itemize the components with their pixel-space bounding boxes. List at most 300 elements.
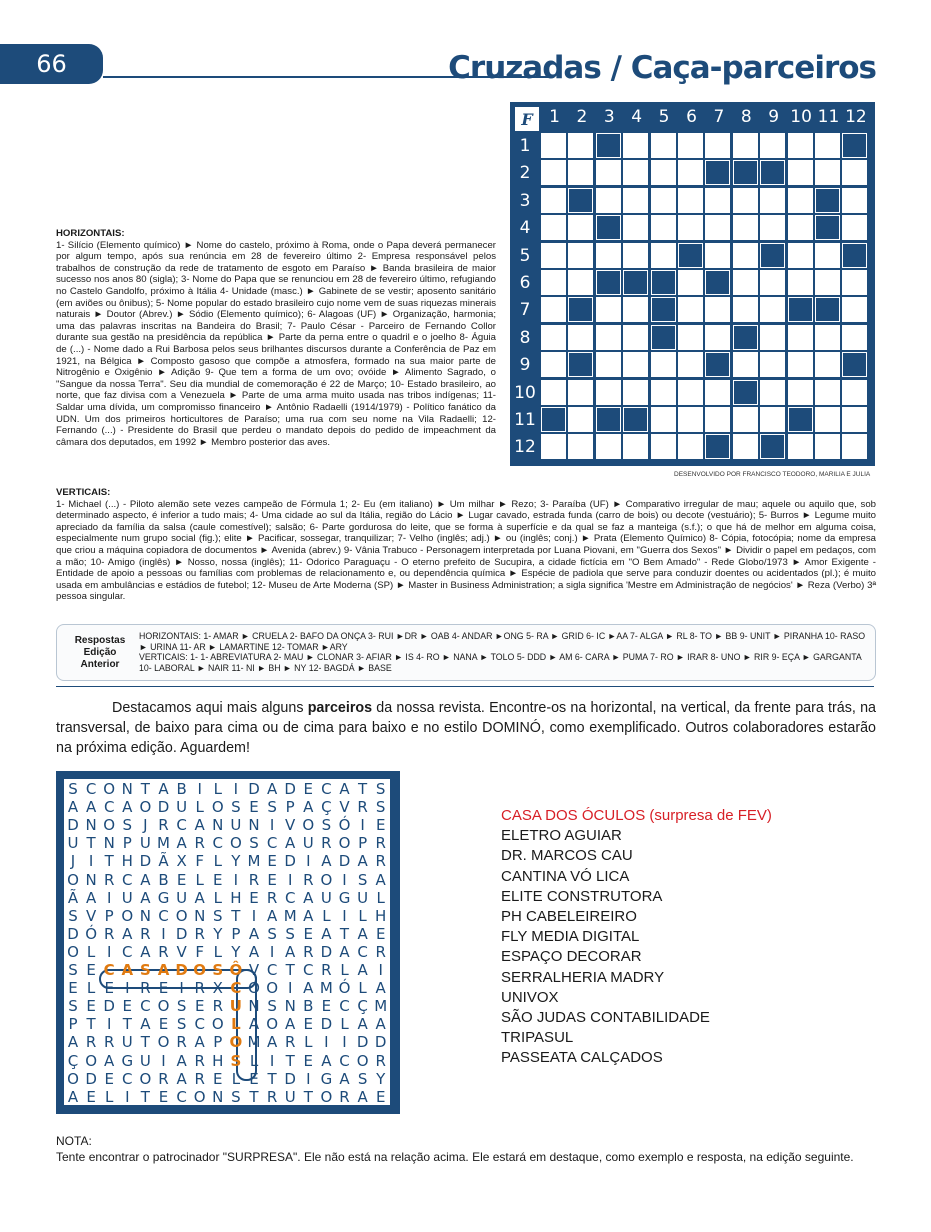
crossword-cell[interactable] xyxy=(733,407,758,432)
crossword-cell[interactable] xyxy=(651,243,676,268)
word-search-letter[interactable]: O xyxy=(139,1069,152,1088)
crossword-cell[interactable] xyxy=(596,243,621,268)
word-search-letter[interactable]: U xyxy=(139,834,151,853)
word-search-letter[interactable]: D xyxy=(67,816,79,835)
crossword-cell[interactable] xyxy=(788,434,813,459)
crossword-cell[interactable] xyxy=(568,270,593,295)
word-search-letter[interactable]: C xyxy=(266,834,278,853)
word-search-letter[interactable]: S xyxy=(267,924,277,943)
crossword-cell[interactable] xyxy=(568,215,593,240)
crossword-cell[interactable] xyxy=(842,160,867,185)
crossword-cell[interactable] xyxy=(623,434,648,459)
word-search-letter[interactable]: L xyxy=(213,780,222,798)
crossword-cell[interactable] xyxy=(815,407,840,432)
word-search-letter[interactable]: A xyxy=(176,1069,187,1088)
crossword-cell[interactable] xyxy=(733,243,758,268)
crossword-cell[interactable] xyxy=(541,297,566,322)
word-search-letter[interactable]: B xyxy=(158,870,169,889)
crossword-cell[interactable] xyxy=(788,380,813,405)
word-search-letter[interactable]: A xyxy=(248,1015,260,1034)
crossword-cell[interactable] xyxy=(596,160,621,185)
word-search-letter[interactable]: Ç xyxy=(321,798,332,817)
crossword-cell[interactable] xyxy=(815,160,840,185)
word-search-letter[interactable]: N xyxy=(194,906,206,925)
word-search-letter[interactable]: A xyxy=(303,906,314,925)
crossword-cell[interactable] xyxy=(733,133,758,158)
word-search-letter[interactable]: E xyxy=(176,870,187,889)
word-search-letter[interactable]: A xyxy=(157,961,170,979)
word-search-letter[interactable]: E xyxy=(249,1069,259,1088)
word-search-letter[interactable]: I xyxy=(324,1033,329,1052)
word-search-letter[interactable]: A xyxy=(285,942,296,961)
crossword-cell[interactable] xyxy=(541,160,566,185)
word-search-letter[interactable]: M xyxy=(247,852,261,871)
word-search-letter[interactable]: A xyxy=(85,888,97,907)
word-search-letter[interactable]: O xyxy=(193,961,207,979)
crossword-cell[interactable] xyxy=(815,325,840,350)
word-search-letter[interactable]: A xyxy=(357,961,368,979)
word-search-letter[interactable]: A xyxy=(194,1033,205,1052)
word-search-letter[interactable]: R xyxy=(266,888,278,907)
word-search-letter[interactable]: E xyxy=(303,1015,314,1034)
crossword-cell[interactable] xyxy=(678,160,703,185)
crossword-cell[interactable] xyxy=(733,434,758,459)
crossword-cell[interactable] xyxy=(596,434,621,459)
word-search-letter[interactable]: I xyxy=(287,870,293,889)
word-search-letter[interactable]: R xyxy=(103,870,115,889)
word-search-letter[interactable]: A xyxy=(85,798,97,817)
word-search-letter[interactable]: Ô xyxy=(229,961,243,979)
word-search-letter[interactable]: T xyxy=(285,961,295,979)
word-search-letter[interactable]: R xyxy=(103,1033,115,1052)
word-search-letter[interactable]: U xyxy=(67,834,79,853)
word-search-letter[interactable]: D xyxy=(175,961,188,979)
word-search-letter[interactable]: L xyxy=(86,979,96,998)
word-search-letter[interactable]: N xyxy=(248,816,260,835)
crossword-cell[interactable] xyxy=(760,215,785,240)
word-search-letter[interactable]: T xyxy=(249,1087,259,1106)
crossword-cell[interactable] xyxy=(596,352,621,377)
word-search-letter[interactable]: D xyxy=(157,798,170,817)
word-search-letter[interactable]: R xyxy=(194,1051,205,1070)
word-search-letter[interactable]: E xyxy=(158,1087,169,1106)
word-search-letter[interactable]: S xyxy=(213,906,223,925)
word-search-letter[interactable]: O xyxy=(302,816,315,835)
crossword-cell[interactable] xyxy=(733,270,758,295)
crossword-cell[interactable] xyxy=(815,380,840,405)
word-search-letter[interactable]: C xyxy=(266,961,278,979)
crossword-cell[interactable] xyxy=(623,325,648,350)
crossword-cell[interactable] xyxy=(842,407,867,432)
crossword-cell[interactable] xyxy=(568,380,593,405)
word-search-letter[interactable]: E xyxy=(158,1015,169,1034)
word-search-letter[interactable]: S xyxy=(285,924,295,943)
word-search-letter[interactable]: N xyxy=(139,906,151,925)
word-search-letter[interactable]: N xyxy=(284,997,296,1016)
word-search-letter[interactable]: E xyxy=(104,1069,114,1088)
crossword-cell[interactable] xyxy=(541,380,566,405)
word-search-letter[interactable]: L xyxy=(249,1051,259,1070)
word-search-letter[interactable]: L xyxy=(340,961,349,979)
word-search-letter[interactable]: I xyxy=(161,1051,166,1070)
word-search-letter[interactable]: C xyxy=(122,870,133,889)
word-search-letter[interactable]: I xyxy=(106,888,112,907)
word-search-letter[interactable]: I xyxy=(360,816,365,835)
crossword-cell[interactable] xyxy=(678,352,703,377)
word-search-letter[interactable]: E xyxy=(104,979,114,998)
word-search-letter[interactable]: P xyxy=(231,924,241,943)
word-search-letter[interactable]: A xyxy=(339,942,350,961)
crossword-cell[interactable] xyxy=(705,133,730,158)
word-search-letter[interactable]: R xyxy=(266,1087,278,1106)
word-search-letter[interactable]: A xyxy=(158,780,169,798)
word-search-letter[interactable]: I xyxy=(233,780,239,798)
crossword-cell[interactable] xyxy=(678,434,703,459)
word-search-letter[interactable]: O xyxy=(67,942,79,961)
crossword-cell[interactable] xyxy=(678,215,703,240)
crossword-cell[interactable] xyxy=(705,407,730,432)
crossword-cell[interactable] xyxy=(842,188,867,213)
word-search-letter[interactable]: O xyxy=(85,1051,97,1070)
word-search-letter[interactable]: L xyxy=(213,888,222,907)
word-search-letter[interactable]: U xyxy=(284,1087,296,1106)
crossword-cell[interactable] xyxy=(651,215,676,240)
word-search-letter[interactable]: R xyxy=(158,816,169,835)
word-search-letter[interactable]: L xyxy=(358,906,367,925)
word-search-letter[interactable]: U xyxy=(176,888,188,907)
word-search-letter[interactable]: L xyxy=(105,1087,114,1106)
word-search-letter[interactable]: A xyxy=(339,1069,350,1088)
word-search-letter[interactable]: U xyxy=(139,1051,151,1070)
word-search-letter[interactable]: A xyxy=(176,834,187,853)
word-search-letter[interactable]: A xyxy=(285,1015,296,1034)
word-search-letter[interactable]: T xyxy=(285,1051,295,1070)
word-search-letter[interactable]: R xyxy=(158,942,169,961)
word-search-letter[interactable]: R xyxy=(140,924,151,943)
word-search-letter[interactable]: H xyxy=(230,888,242,907)
word-search-letter[interactable]: A xyxy=(266,1033,278,1052)
word-search-letter[interactable]: S xyxy=(267,997,277,1016)
word-search-letter[interactable]: C xyxy=(321,780,332,798)
word-search-letter[interactable]: A xyxy=(321,924,332,943)
word-search-letter[interactable]: X xyxy=(176,852,187,871)
crossword-cell[interactable] xyxy=(568,243,593,268)
word-search-letter[interactable]: S xyxy=(68,961,78,979)
word-search-letter[interactable]: C xyxy=(212,834,224,853)
word-search-letter[interactable]: E xyxy=(249,888,259,907)
word-search-letter[interactable]: I xyxy=(306,852,311,871)
crossword-cell[interactable] xyxy=(623,352,648,377)
word-search-letter[interactable]: M xyxy=(319,979,333,998)
word-search-letter[interactable]: E xyxy=(375,816,386,835)
word-search-letter[interactable]: O xyxy=(248,979,260,998)
word-search-letter[interactable]: E xyxy=(86,997,96,1016)
word-search-letter[interactable]: I xyxy=(287,979,293,998)
word-search-letter[interactable]: A xyxy=(321,852,332,871)
word-search-letter[interactable]: T xyxy=(339,924,350,943)
word-search-letter[interactable]: T xyxy=(122,1015,132,1034)
word-search-letter[interactable]: E xyxy=(86,1087,96,1106)
crossword-cell[interactable] xyxy=(678,325,703,350)
word-search-letter[interactable]: M xyxy=(247,1033,261,1052)
word-search-letter[interactable]: S xyxy=(375,780,386,798)
word-search-letter[interactable]: E xyxy=(86,961,96,979)
word-search-letter[interactable]: I xyxy=(306,1069,311,1088)
word-search-letter[interactable]: J xyxy=(143,816,148,835)
word-search-letter[interactable]: L xyxy=(86,942,96,961)
word-search-letter[interactable]: P xyxy=(104,906,114,925)
word-search-letter[interactable]: C xyxy=(339,997,350,1016)
word-search-letter[interactable]: A xyxy=(248,924,260,943)
crossword-cell[interactable] xyxy=(568,133,593,158)
crossword-grid[interactable] xyxy=(510,102,875,466)
crossword-cell[interactable] xyxy=(760,352,785,377)
word-search-letter[interactable]: L xyxy=(340,1015,349,1034)
word-search-letter[interactable]: S xyxy=(212,961,224,979)
word-search-letter[interactable]: E xyxy=(267,852,277,871)
word-search-letter[interactable]: A xyxy=(375,979,386,998)
word-search-grid[interactable] xyxy=(64,779,390,1105)
word-search-letter[interactable]: O xyxy=(103,780,116,798)
word-search-letter[interactable]: R xyxy=(339,1087,350,1106)
crossword-cell[interactable] xyxy=(651,188,676,213)
word-search-letter[interactable]: V xyxy=(248,961,260,979)
word-search-letter[interactable]: A xyxy=(357,852,368,871)
word-search-letter[interactable]: I xyxy=(342,906,347,925)
crossword-cell[interactable] xyxy=(788,215,813,240)
word-search-letter[interactable]: U xyxy=(121,1033,133,1052)
crossword-cell[interactable] xyxy=(705,380,730,405)
crossword-cell[interactable] xyxy=(788,243,813,268)
crossword-cell[interactable] xyxy=(788,325,813,350)
word-search-letter[interactable]: I xyxy=(88,852,94,871)
crossword-cell[interactable] xyxy=(596,380,621,405)
word-search-letter[interactable]: B xyxy=(303,997,314,1016)
word-search-letter[interactable]: O xyxy=(139,798,152,817)
word-search-letter[interactable]: N xyxy=(103,834,115,853)
word-search-letter[interactable]: D xyxy=(248,780,260,798)
word-search-letter[interactable]: C xyxy=(339,1051,350,1070)
word-search-letter[interactable]: I xyxy=(378,961,383,979)
crossword-cell[interactable] xyxy=(568,407,593,432)
crossword-cell[interactable] xyxy=(623,243,648,268)
word-search-letter[interactable]: E xyxy=(213,870,223,889)
word-search-letter[interactable]: T xyxy=(140,780,150,798)
word-search-letter[interactable]: C xyxy=(230,979,242,998)
crossword-cell[interactable] xyxy=(760,325,785,350)
crossword-cell[interactable] xyxy=(733,188,758,213)
word-search-letter[interactable]: S xyxy=(176,997,187,1016)
word-search-letter[interactable]: V xyxy=(285,816,296,835)
word-search-letter[interactable]: N xyxy=(85,870,97,889)
word-search-letter[interactable]: I xyxy=(125,979,130,998)
word-search-letter[interactable]: S xyxy=(176,1015,187,1034)
word-search-letter[interactable]: I xyxy=(106,942,112,961)
word-search-letter[interactable]: T xyxy=(231,906,241,925)
word-search-letter[interactable]: Ç xyxy=(357,997,368,1016)
word-search-letter[interactable]: L xyxy=(213,942,222,961)
crossword-cell[interactable] xyxy=(541,133,566,158)
word-search-letter[interactable]: O xyxy=(67,1069,79,1088)
word-search-letter[interactable]: I xyxy=(106,1015,112,1034)
word-search-letter[interactable]: R xyxy=(357,798,368,817)
word-search-letter[interactable]: X xyxy=(212,979,223,998)
word-search-letter[interactable]: Y xyxy=(376,1069,386,1088)
word-search-letter[interactable]: D xyxy=(67,924,79,943)
word-search-letter[interactable]: Ó xyxy=(338,979,351,998)
word-search-letter[interactable]: A xyxy=(339,780,350,798)
word-search-letter[interactable]: O xyxy=(67,870,79,889)
crossword-cell[interactable] xyxy=(842,215,867,240)
word-search-letter[interactable]: R xyxy=(140,979,151,998)
crossword-cell[interactable] xyxy=(623,188,648,213)
crossword-cell[interactable] xyxy=(623,380,648,405)
crossword-cell[interactable] xyxy=(705,297,730,322)
word-search-letter[interactable]: D xyxy=(139,852,152,871)
word-search-letter[interactable]: N xyxy=(248,997,260,1016)
word-search-letter[interactable]: J xyxy=(70,852,76,871)
word-search-letter[interactable]: T xyxy=(86,834,96,853)
word-search-letter[interactable]: R xyxy=(284,1033,296,1052)
word-search-letter[interactable]: L xyxy=(304,1033,313,1052)
word-search-letter[interactable]: P xyxy=(285,798,295,817)
crossword-cell[interactable] xyxy=(623,160,648,185)
word-search-letter[interactable]: O xyxy=(229,834,242,853)
word-search-letter[interactable]: D xyxy=(284,1069,296,1088)
word-search-letter[interactable]: E xyxy=(68,979,78,998)
word-search-letter[interactable]: R xyxy=(194,979,205,998)
word-search-letter[interactable]: L xyxy=(231,1015,241,1034)
word-search-letter[interactable]: D xyxy=(103,997,115,1016)
word-search-letter[interactable]: O xyxy=(338,834,351,853)
word-search-letter[interactable]: G xyxy=(157,888,170,907)
word-search-letter[interactable]: H xyxy=(121,852,133,871)
crossword-cell[interactable] xyxy=(651,160,676,185)
word-search-letter[interactable]: A xyxy=(194,816,205,835)
word-search-letter[interactable]: R xyxy=(176,1033,187,1052)
word-search-letter[interactable]: M xyxy=(283,906,297,925)
word-search-letter[interactable]: O xyxy=(157,997,170,1016)
word-search-letter[interactable]: S xyxy=(375,798,386,817)
crossword-cell[interactable] xyxy=(815,243,840,268)
word-search-letter[interactable]: C xyxy=(158,906,169,925)
word-search-letter[interactable]: A xyxy=(357,924,368,943)
word-search-letter[interactable]: N xyxy=(85,816,97,835)
word-search-letter[interactable]: C xyxy=(357,942,368,961)
word-search-letter[interactable]: O xyxy=(356,1051,369,1070)
crossword-cell[interactable] xyxy=(815,270,840,295)
word-search-letter[interactable]: S xyxy=(230,1051,242,1070)
word-search-letter[interactable]: Y xyxy=(231,852,241,871)
word-search-letter[interactable]: O xyxy=(175,906,188,925)
word-search-letter[interactable]: O xyxy=(121,906,134,925)
crossword-cell[interactable] xyxy=(788,133,813,158)
word-search-letter[interactable]: A xyxy=(357,1015,368,1034)
word-search-letter[interactable]: R xyxy=(212,997,224,1016)
word-search-letter[interactable]: R xyxy=(158,1069,169,1088)
crossword-cell[interactable] xyxy=(788,160,813,185)
word-search-letter[interactable]: A xyxy=(194,888,205,907)
word-search-letter[interactable]: E xyxy=(303,924,314,943)
crossword-cell[interactable] xyxy=(623,133,648,158)
word-search-letter[interactable]: O xyxy=(266,979,278,998)
crossword-cell[interactable] xyxy=(596,188,621,213)
word-search-letter[interactable]: N xyxy=(212,816,224,835)
word-search-letter[interactable]: P xyxy=(358,834,368,853)
word-search-letter[interactable]: R xyxy=(375,1051,386,1070)
crossword-cell[interactable] xyxy=(651,133,676,158)
word-search-letter[interactable]: D xyxy=(85,1069,97,1088)
word-search-letter[interactable]: P xyxy=(68,1015,78,1034)
crossword-cell[interactable] xyxy=(678,270,703,295)
word-search-letter[interactable]: L xyxy=(376,888,385,907)
word-search-letter[interactable]: I xyxy=(197,780,202,798)
word-search-letter[interactable]: V xyxy=(85,906,97,925)
word-search-letter[interactable]: Ã xyxy=(158,852,169,871)
word-search-letter[interactable]: S xyxy=(357,1069,368,1088)
word-search-letter[interactable]: D xyxy=(284,852,296,871)
word-search-letter[interactable]: A xyxy=(266,906,278,925)
word-search-letter[interactable]: S xyxy=(68,997,78,1016)
word-search-letter[interactable]: S xyxy=(357,870,368,889)
crossword-cell[interactable] xyxy=(733,297,758,322)
crossword-cell[interactable] xyxy=(678,297,703,322)
word-search-letter[interactable]: A xyxy=(303,888,314,907)
word-search-letter[interactable]: A xyxy=(122,924,133,943)
word-search-letter[interactable]: S xyxy=(68,780,78,798)
word-search-letter[interactable]: A xyxy=(67,1087,79,1106)
word-search-letter[interactable]: R xyxy=(303,870,314,889)
word-search-letter[interactable]: D xyxy=(338,852,351,871)
word-search-letter[interactable]: C xyxy=(103,798,115,817)
word-search-letter[interactable]: A xyxy=(140,1015,151,1034)
crossword-cell[interactable] xyxy=(815,352,840,377)
crossword-cell[interactable] xyxy=(568,325,593,350)
word-search-letter[interactable]: L xyxy=(322,906,331,925)
word-search-letter[interactable]: S xyxy=(321,816,332,835)
word-search-letter[interactable]: R xyxy=(303,942,314,961)
word-search-letter[interactable]: B xyxy=(176,780,187,798)
crossword-cell[interactable] xyxy=(760,407,785,432)
crossword-cell[interactable] xyxy=(815,133,840,158)
word-search-letter[interactable]: Ó xyxy=(85,924,97,943)
crossword-cell[interactable] xyxy=(788,188,813,213)
crossword-cell[interactable] xyxy=(705,325,730,350)
crossword-cell[interactable] xyxy=(760,270,785,295)
crossword-cell[interactable] xyxy=(760,297,785,322)
word-search-letter[interactable]: S xyxy=(122,816,133,835)
word-search-letter[interactable]: F xyxy=(195,852,204,871)
word-search-letter[interactable]: U xyxy=(229,997,242,1016)
word-search-letter[interactable]: R xyxy=(194,924,205,943)
crossword-cell[interactable] xyxy=(815,434,840,459)
word-search-letter[interactable]: A xyxy=(375,870,386,889)
word-search-letter[interactable]: C xyxy=(194,1015,205,1034)
word-search-letter[interactable]: O xyxy=(266,1015,278,1034)
word-search-letter[interactable]: C xyxy=(122,1069,133,1088)
word-search-letter[interactable]: O xyxy=(320,1087,333,1106)
word-search-letter[interactable]: D xyxy=(175,924,188,943)
crossword-cell[interactable] xyxy=(541,270,566,295)
crossword-cell[interactable] xyxy=(705,243,730,268)
word-search-letter[interactable]: S xyxy=(231,798,241,817)
word-search-letter[interactable]: M xyxy=(374,997,388,1016)
word-search-letter[interactable]: C xyxy=(176,1087,187,1106)
word-search-letter[interactable]: D xyxy=(284,780,296,798)
word-search-letter[interactable]: G xyxy=(320,1069,333,1088)
word-search-letter[interactable]: Ã xyxy=(67,888,79,907)
word-search-letter[interactable]: I xyxy=(269,1051,275,1070)
